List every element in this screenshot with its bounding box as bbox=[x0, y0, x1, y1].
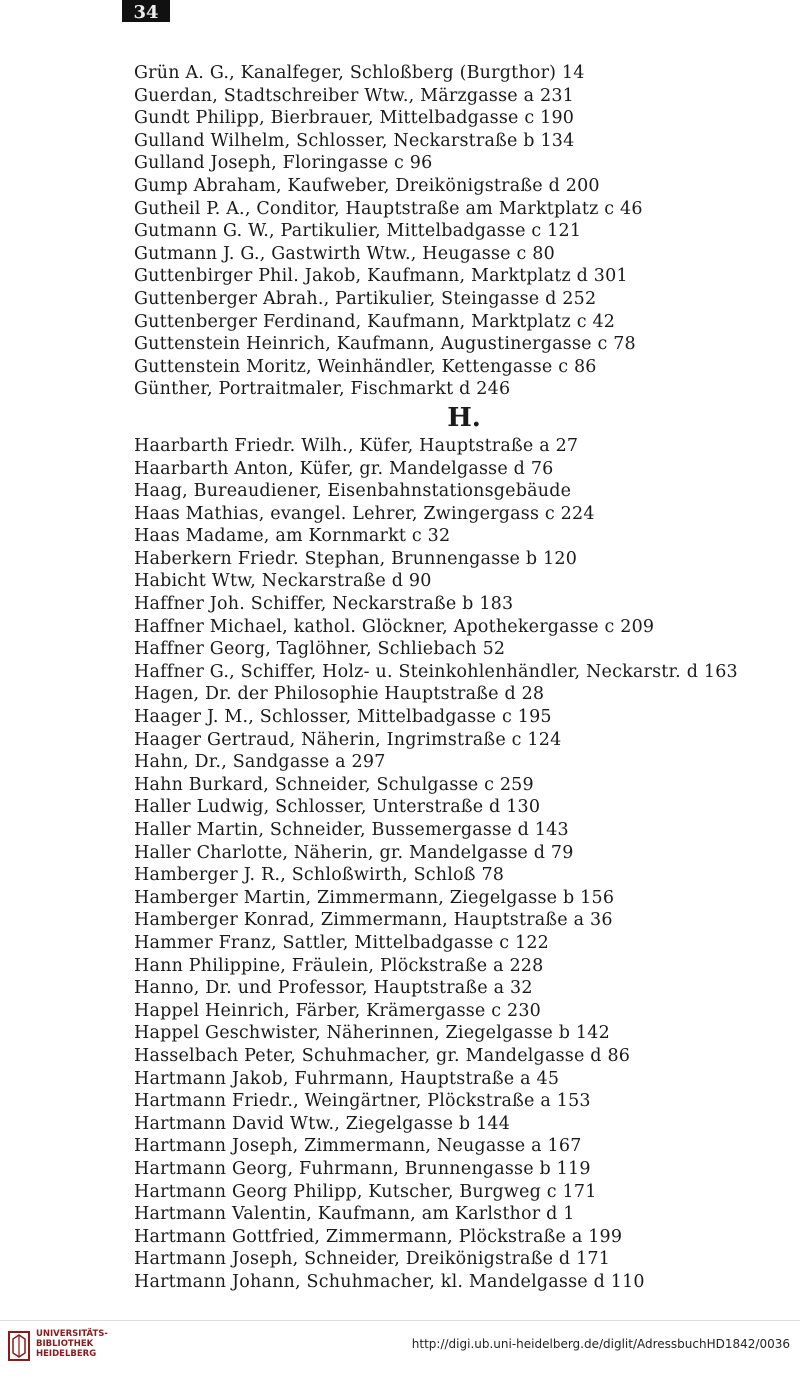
page-number: 34 bbox=[133, 2, 159, 23]
list-item: Hartmann Jakob, Fuhrmann, Hauptstraße a 45 bbox=[134, 1068, 560, 1089]
list-item: Guttenbirger Phil. Jakob, Kaufmann, Marktplatz d 301 bbox=[134, 266, 628, 287]
source-url-link[interactable]: http://digi.ub.uni-heidelberg.de/diglit/AdressbuchHD1842/0036 bbox=[411, 1337, 790, 1351]
list-item: Hartmann Friedr., Weingärtner, Plöckstraße a 153 bbox=[134, 1091, 591, 1112]
list-item: Haberkern Friedr. Stephan, Brunnengasse b 120 bbox=[134, 548, 578, 569]
directory-entries bbox=[134, 62, 794, 1293]
list-item: Hagen, Dr. der Philosophie Hauptstraße d 28 bbox=[134, 684, 545, 705]
footer-bar bbox=[0, 1320, 800, 1382]
list-item: Haag, Bureaudiener, Eisenbahnstationsgebäude bbox=[134, 481, 572, 502]
list-item: Haas Mathias, evangel. Lehrer, Zwingergass c 224 bbox=[134, 503, 595, 524]
list-item: Hasselbach Peter, Schuhmacher, gr. Mandelgasse d 86 bbox=[134, 1045, 631, 1066]
list-item: Hamberger J. R., Schloßwirth, Schloß 78 bbox=[134, 865, 505, 886]
list-item: Happel Heinrich, Färber, Krämergasse c 230 bbox=[134, 1000, 542, 1021]
list-item: Hartmann Valentin, Kaufmann, am Karlsthor d 1 bbox=[134, 1204, 575, 1225]
page-number-block bbox=[122, 0, 170, 22]
library-seal-icon bbox=[8, 1331, 30, 1361]
library-name bbox=[36, 1329, 126, 1359]
list-item: Gulland Joseph, Floringasse c 96 bbox=[134, 153, 433, 174]
library-name-line: BIBLIOTHEK bbox=[36, 1339, 94, 1349]
list-item: Haager Gertraud, Näherin, Ingrimstraße c 124 bbox=[134, 729, 562, 750]
list-item: Hartmann Gottfried, Zimmermann, Plöckstraße a 199 bbox=[134, 1226, 623, 1247]
list-item: Hartmann Joseph, Schneider, Dreikönigstraße d 171 bbox=[134, 1249, 611, 1270]
list-item: Haager J. M., Schlosser, Mittelbadgasse c 195 bbox=[134, 707, 552, 728]
library-logo[interactable] bbox=[8, 1329, 118, 1373]
list-item: Hartmann Georg, Fuhrmann, Brunnengasse b 119 bbox=[134, 1158, 591, 1179]
list-item: Grün A. G., Kanalfeger, Schloßberg (Burgthor) 14 bbox=[134, 63, 585, 83]
list-item: Hahn, Dr., Sandgasse a 297 bbox=[134, 752, 386, 773]
list-item: Guttenstein Moritz, Weinhändler, Kettengasse c 86 bbox=[134, 356, 597, 377]
list-item: Habicht Wtw, Neckarstraße d 90 bbox=[134, 571, 432, 592]
list-item: Hann Philippine, Fräulein, Plöckstraße a 228 bbox=[134, 955, 544, 976]
list-item: Haffner Michael, kathol. Glöckner, Apothekergasse c 209 bbox=[134, 616, 655, 637]
list-item: Haarbarth Friedr. Wilh., Küfer, Hauptstraße a 27 bbox=[134, 435, 579, 456]
list-item: Haffner Joh. Schiffer, Neckarstraße b 183 bbox=[134, 594, 514, 615]
list-item: Haffner Georg, Taglöhner, Schliebach 52 bbox=[134, 639, 506, 660]
list-item: Gundt Philipp, Bierbrauer, Mittelbadgasse c 190 bbox=[134, 108, 575, 129]
list-item: Günther, Portraitmaler, Fischmarkt d 246 bbox=[134, 379, 511, 400]
list-item: Haller Ludwig, Schlosser, Unterstraße d 130 bbox=[134, 797, 541, 818]
list-item: Guttenstein Heinrich, Kaufmann, Augustinergasse c 78 bbox=[134, 334, 636, 355]
list-item: Happel Geschwister, Näherinnen, Ziegelgasse b 142 bbox=[134, 1023, 610, 1044]
list-item: Haas Madame, am Kornmarkt c 32 bbox=[134, 526, 451, 547]
list-item: Hammer Franz, Sattler, Mittelbadgasse c 122 bbox=[134, 932, 549, 953]
section-letter: H. bbox=[447, 402, 481, 433]
list-item: Haarbarth Anton, Küfer, gr. Mandelgasse d 76 bbox=[134, 458, 554, 479]
library-name-line: HEIDELBERG bbox=[36, 1349, 97, 1359]
list-item: Gutheil P. A., Conditor, Hauptstraße am Marktplatz c 46 bbox=[134, 198, 643, 219]
list-item: Hanno, Dr. und Professor, Hauptstraße a 32 bbox=[134, 978, 533, 999]
list-item: Hartmann Johann, Schuhmacher, kl. Mandelgasse d 110 bbox=[134, 1271, 645, 1292]
list-item: Guttenberger Abrah., Partikulier, Steingasse d 252 bbox=[134, 288, 597, 309]
list-item: Gump Abraham, Kaufweber, Dreikönigstraße d 200 bbox=[134, 175, 600, 196]
list-item: Guttenberger Ferdinand, Kaufmann, Marktplatz c 42 bbox=[134, 311, 616, 332]
library-name-line: UNIVERSITÄTS- bbox=[36, 1329, 108, 1339]
list-item: Haffner G., Schiffer, Holz- u. Steinkohlenhändler, Neckarstr. d 163 bbox=[134, 661, 738, 682]
list-item: Haller Charlotte, Näherin, gr. Mandelgasse d 79 bbox=[134, 842, 574, 863]
list-item: Hahn Burkard, Schneider, Schulgasse c 259 bbox=[134, 774, 534, 795]
list-item: Hartmann Georg Philipp, Kutscher, Burgweg c 171 bbox=[134, 1181, 597, 1202]
list-item: Gutmann G. W., Partikulier, Mittelbadgasse c 121 bbox=[134, 221, 582, 242]
list-item: Hamberger Konrad, Zimmermann, Hauptstraße a 36 bbox=[134, 910, 613, 931]
list-item: Hartmann Joseph, Zimmermann, Neugasse a 167 bbox=[134, 1136, 582, 1157]
list-item: Haller Martin, Schneider, Bussemergasse d 143 bbox=[134, 820, 569, 840]
list-item: Hartmann David Wtw., Ziegelgasse b 144 bbox=[134, 1113, 511, 1134]
list-item: Gulland Wilhelm, Schlosser, Neckarstraße b 134 bbox=[134, 130, 575, 151]
list-item: Hamberger Martin, Zimmermann, Ziegelgasse b 156 bbox=[134, 887, 615, 908]
list-item: Gutmann J. G., Gastwirth Wtw., Heugasse c 80 bbox=[134, 243, 555, 264]
list-item: Guerdan, Stadtschreiber Wtw., Märzgasse a 231 bbox=[134, 85, 575, 106]
